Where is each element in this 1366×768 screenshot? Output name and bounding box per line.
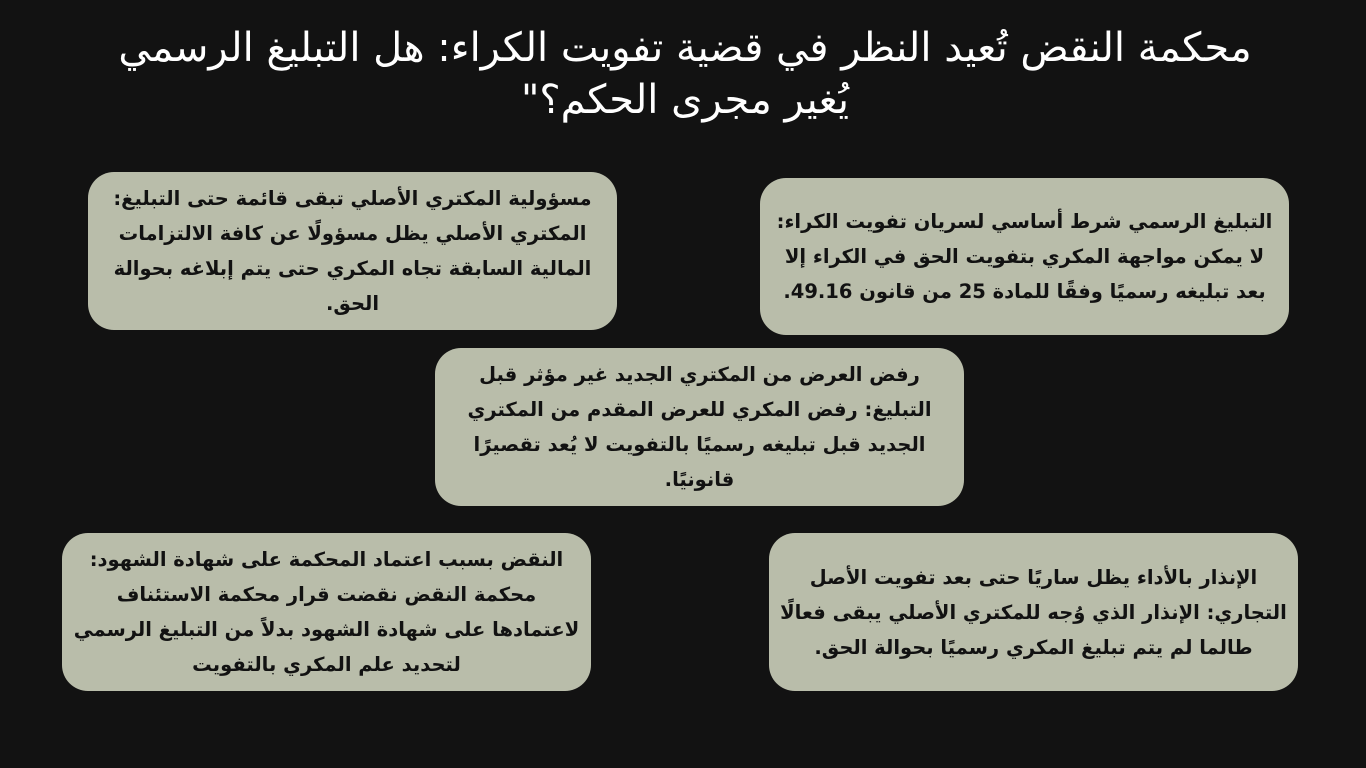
card-payment-notice-validity bbox=[769, 533, 1298, 691]
card-witness-testimony-cassation-text: النقض بسبب اعتماد المحكمة على شهادة الشهود: محكمة النقض نقضت قرار محكمة الاستئناف لاعتمادها على شهادة الشهود بدلاً من التبليغ الرسمي لتحديد علم المكري بالتفويت bbox=[73, 548, 580, 676]
card-new-tenant-offer-refusal-text: رفض العرض من المكتري الجديد غير مؤثر قبل التبليغ: رفض المكري للعرض المقدم من المكتري الجديد قبل تبليغه رسميًا بالتفويت لا يُعد تقصيرًا قانونيًا. bbox=[467, 363, 932, 491]
card-payment-notice-validity-text: الإنذار بالأداء يظل ساريًا حتى بعد تفويت الأصل التجاري: الإنذار الذي وُجه للمكتري الأصلي يبقى فعالًا طالما لم يتم تبليغ المكري رسميًا بحوالة الحق. bbox=[780, 565, 1287, 659]
card-original-tenant-liability-text: مسؤولية المكتري الأصلي تبقى قائمة حتى التبليغ: المكتري الأصلي يظل مسؤولًا عن كافة الالتزامات المالية السابقة تجاه المكري حتى يتم إبلاغه بحوالة الحق. bbox=[113, 187, 592, 315]
card-official-notification-condition bbox=[760, 178, 1289, 335]
card-original-tenant-liability bbox=[88, 172, 617, 330]
slide-title: محكمة النقض تُعيد النظر في قضية تفويت الكراء: هل التبليغ الرسمي يُغير مجرى الحكم؟" bbox=[118, 25, 1252, 123]
card-new-tenant-offer-refusal bbox=[435, 348, 964, 506]
card-witness-testimony-cassation bbox=[62, 533, 591, 691]
card-official-notification-condition-text: التبليغ الرسمي شرط أساسي لسريان تفويت الكراء: لا يمكن مواجهة المكري بتفويت الحق في الكراء إلا بعد تبليغه رسميًا وفقًا للمادة 25 من قانون 49.16. bbox=[776, 210, 1273, 303]
